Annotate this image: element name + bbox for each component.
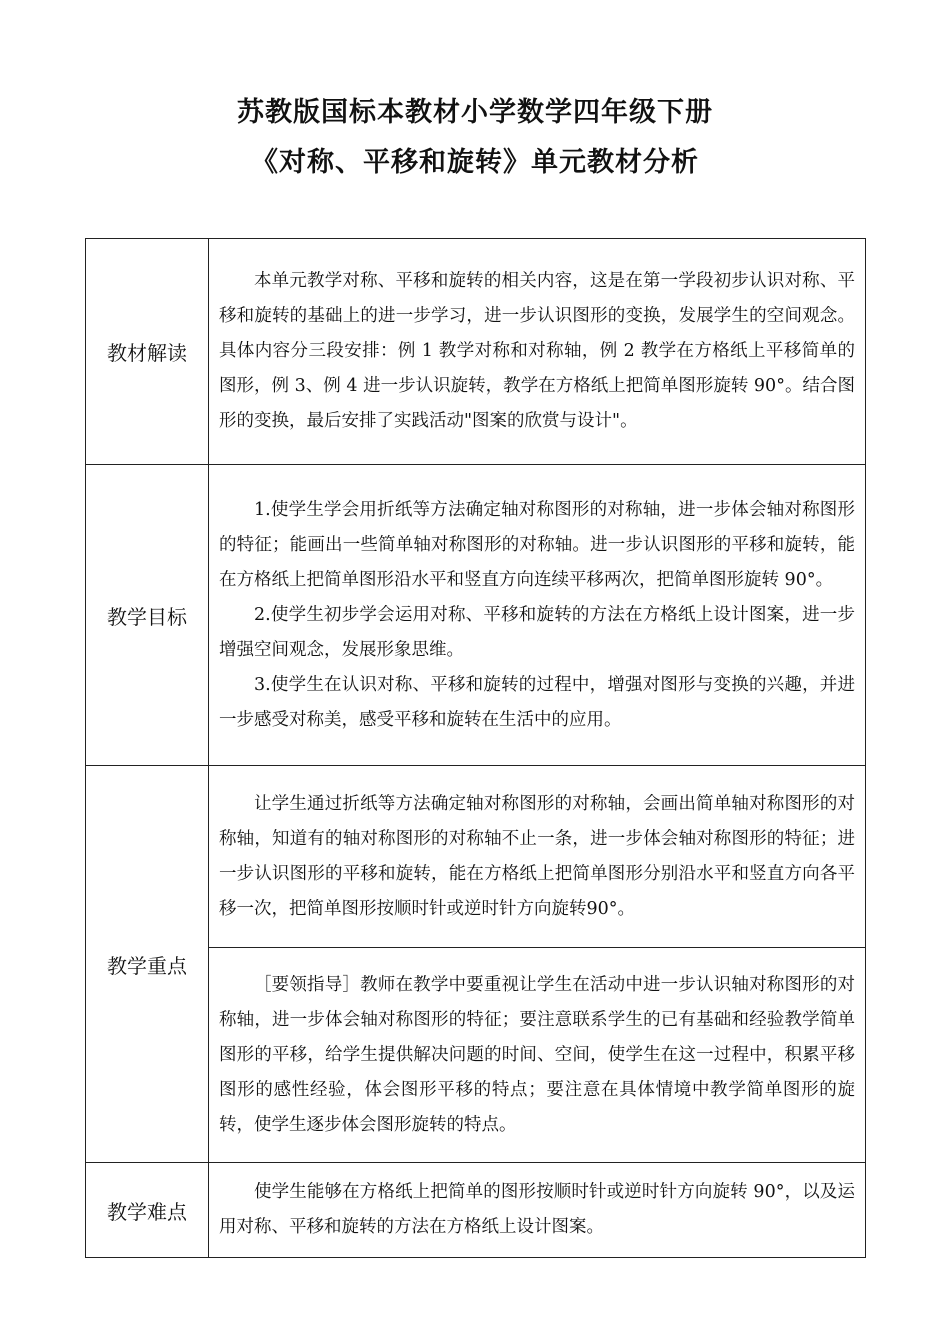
nandian-text: 使学生能够在方格纸上把简单的图形按顺时针或逆时针方向旋转 90°，以及运用对称、平移和旋转的方法在方格纸上设计图案。 xyxy=(219,1182,855,1237)
document-title-line2: 《对称、平移和旋转》单元教材分析 xyxy=(251,147,699,178)
row-label-mubiao: 教学目标 xyxy=(86,465,209,766)
zhongdian-text-1: 让学生通过折纸等方法确定轴对称图形的对称轴，会画出简单轴对称图形的对称轴，知道有的轴对称图形的对称轴不止一条，进一步体会轴对称图形的特征；进一步认识图形的平移和旋转，能在方格纸上把简单图形分别沿水平和竖直方向各平移一次，把简单图形按顺时针或逆时针方向旋转90°。 xyxy=(219,793,855,919)
mubiao-item-2: 2.使学生初步学会运用对称、平移和旋转的方法在方格纸上设计图案，进一步增强空间观念，发展形象思维。 xyxy=(219,604,855,660)
cell-nandian xyxy=(209,1163,866,1258)
mubiao-item-1: 1.使学生学会用折纸等方法确定轴对称图形的对称轴，进一步体会轴对称图形的特征；能画出一些简单轴对称图形的对称轴。进一步认识图形的平移和旋转，能在方格纸上把简单图形沿水平和竖直方向连续平移两次，把简单图形旋转 90°。 xyxy=(219,499,855,590)
cell-mubiao xyxy=(209,465,866,766)
analysis-table xyxy=(85,238,866,1258)
mubiao-item-3: 3.使学生在认识对称、平移和旋转的过程中，增强对图形与变换的兴趣，并进一步感受对称美，感受平移和旋转在生活中的应用。 xyxy=(219,674,855,730)
row-zhongdian-part1 xyxy=(86,766,866,948)
row-label-zhongdian: 教学重点 xyxy=(86,766,209,1163)
row-nandian xyxy=(86,1163,866,1258)
cell-zhongdian-2 xyxy=(209,948,866,1163)
cell-jiaocai xyxy=(209,239,866,465)
jiaocai-text: 本单元教学对称、平移和旋转的相关内容，这是在第一学段初步认识对称、平移和旋转的基础上的进一步学习，进一步认识图形的变换，发展学生的空间观念。具体内容分三段安排：例 1 教学对称和对称轴，例 2 教学在方格纸上平移简单的图形，例 3、例 4 进一步认识旋转，教学在方格纸上把简单图形旋转 90°。结合图形的变换，最后安排了实践活动"图案的欣赏与设计"。 xyxy=(219,271,855,431)
document-title-line1: 苏教版国标本教材小学数学四年级下册 xyxy=(237,97,713,128)
row-label-jiaocai: 教材解读 xyxy=(86,239,209,465)
row-jiaocai xyxy=(86,239,866,465)
row-label-nandian: 教学难点 xyxy=(86,1163,209,1258)
cell-zhongdian-1 xyxy=(209,766,866,948)
zhongdian-text-2: ［要领指导］教师在教学中要重视让学生在活动中进一步认识轴对称图形的对称轴，进一步体会轴对称图形的特征；要注意联系学生的已有基础和经验教学简单图形的平移，给学生提供解决问题的时间、空间，使学生在这一过程中，积累平移图形的感性经验，体会图形平移的特点；要注意在具体情境中教学简单图形的旋转，使学生逐步体会图形旋转的特点。 xyxy=(219,974,855,1135)
row-mubiao xyxy=(86,465,866,766)
